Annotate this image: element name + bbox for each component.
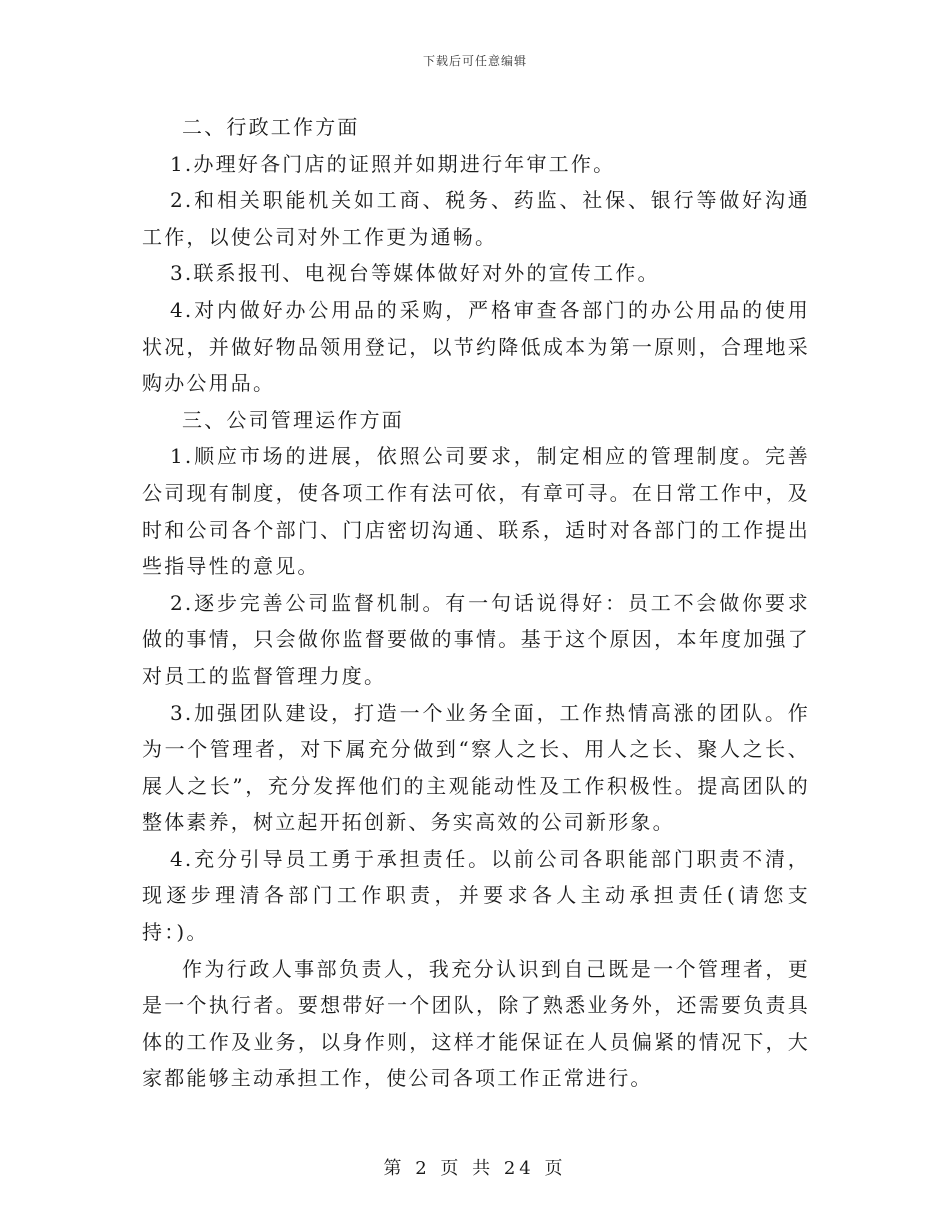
paragraph-management-1: 1.顺应市场的进展，依照公司要求，制定相应的管理制度。完善公司现有制度，使各项工作有法可依，有章可寻。在日常工作中，及时和公司各个部门、门店密切沟通、联系，适时对各部门的工作提出些指导性的意见。 [142, 444, 810, 579]
paragraph-closing: 作为行政人事部负责人，我充分认识到自己既是一个管理者，更是一个执行者。要想带好一个团队，除了熟悉业务外，还需要负责具体的工作及业务，以身作则，这样才能保证在人员偏紧的情况下，大家都能够主动承担工作，使公司各项工作正常进行。 [142, 956, 810, 1091]
page-header-note: 下载后可任意编辑 [422, 54, 527, 68]
paragraph-admin-4: 4.对内做好办公用品的采购，严格审查各部门的办公用品的使用状况，并做好物品领用登记，以节约降低成本为第一原则，合理地采购办公用品。 [142, 297, 810, 396]
section-heading-admin: 二、行政工作方面 [182, 115, 360, 139]
paragraph-admin-2: 2.和相关职能机关如工商、税务、药监、社保、银行等做好沟通工作，以使公司对外工作更为通畅。 [142, 188, 810, 249]
section-heading-management: 三、公司管理运作方面 [182, 407, 404, 432]
paragraph-admin-1: 1.办理好各门店的证照并如期进行年审工作。 [170, 151, 616, 176]
paragraph-management-4: 4.充分引导员工勇于承担责任。以前公司各职能部门职责不清，现逐步理清各部门工作职责，并要求各人主动承担责任(请您支持：)。 [142, 846, 810, 945]
page-number-footer: 第 2 页 共 24 页 [383, 1158, 567, 1179]
paragraph-admin-3: 3.联系报刊、电视台等媒体做好对外的宣传工作。 [170, 261, 660, 286]
paragraph-management-2: 2.逐步完善公司监督机制。有一句话说得好：员工不会做你要求做的事情，只会做你监督要做的事情。基于这个原因，本年度加强了对员工的监督管理力度。 [142, 590, 810, 688]
document-body [142, 109, 810, 1097]
paragraph-management-3: 3.加强团队建设，打造一个业务全面，工作热情高涨的团队。作为一个管理者，对下属充分做到“察人之长、用人之长、聚人之长、展人之长”，充分发挥他们的主观能动性及工作积极性。提高团队的整体素养，树立起开拓创新、务实高效的公司新形象。 [142, 700, 810, 835]
